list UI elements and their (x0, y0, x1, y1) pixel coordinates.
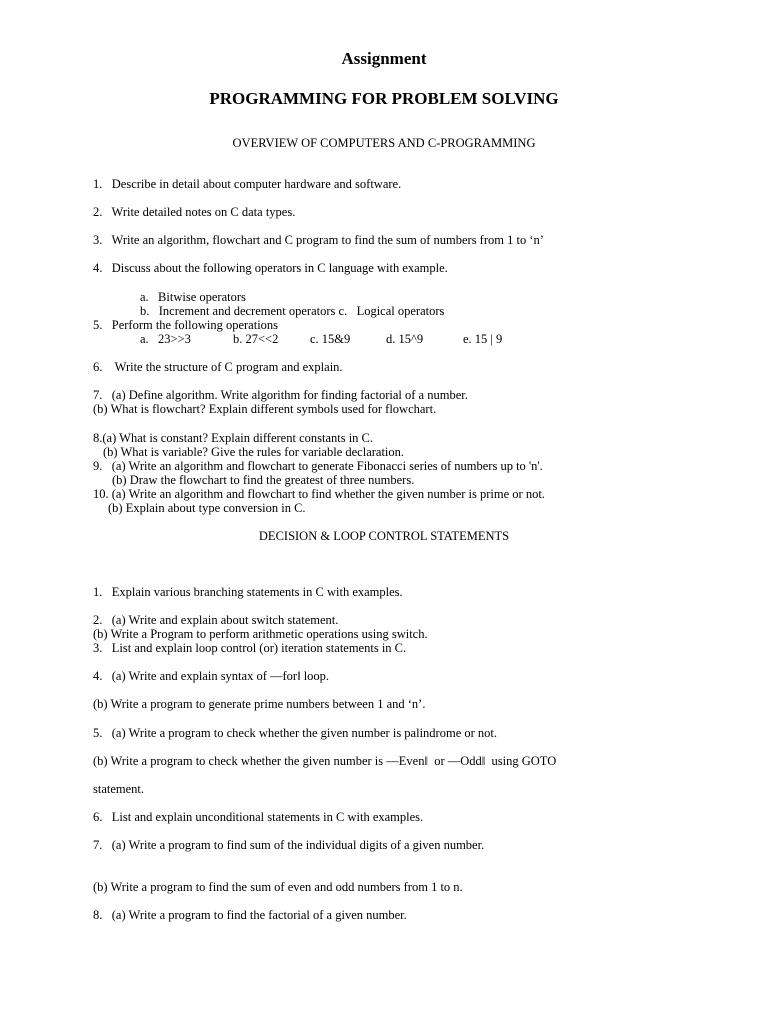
question-line: 7. (a) Define algorithm. Write algorithm for finding factorial of a number. (93, 388, 468, 402)
operation-c: c. 15&9 (310, 332, 351, 346)
question-line: 3. Write an algorithm, flowchart and C program to find the sum of numbers from 1 to ‘n’ (93, 233, 544, 247)
course-title: PROGRAMMING FOR PROBLEM SOLVING (209, 89, 559, 108)
question-line: (b) Explain about type conversion in C. (108, 501, 306, 515)
question-line: 5. (a) Write a program to check whether the given number is palindrome or not. (93, 726, 497, 740)
question-line: 9. (a) Write an algorithm and flowchart to generate Fibonacci series of numbers up to 'n'. (93, 459, 543, 473)
question-line: (b) What is flowchart? Explain different symbols used for flowchart. (93, 402, 437, 416)
question-line: 6. Write the structure of C program and explain. (93, 360, 343, 374)
section-heading-decision-loop: DECISION & LOOP CONTROL STATEMENTS (258, 529, 510, 543)
question-line: 4. Discuss about the following operators in C language with example. (93, 261, 448, 275)
sub-item-line: b. Increment and decrement operators c. Logical operators (140, 304, 445, 318)
section-heading-overview: OVERVIEW OF COMPUTERS AND C-PROGRAMMING (232, 136, 536, 150)
question-line: 4. (a) Write and explain syntax of —for‖ loop. (93, 669, 330, 683)
question-line: (b) Write a Program to perform arithmetic operations using switch. (93, 627, 428, 641)
operation-a: a. 23>>3 (140, 332, 191, 346)
question-line: (b) Write a program to check whether the given number is —Even‖ or —Odd‖ using GOTO (93, 754, 557, 768)
operation-d: d. 15^9 (386, 332, 424, 346)
question-line: 2. (a) Write and explain about switch statement. (93, 613, 339, 627)
question-line: 5. Perform the following operations (93, 318, 279, 332)
question-line: statement. (93, 782, 145, 796)
operation-e: e. 15 | 9 (463, 332, 503, 346)
question-line: 6. List and explain unconditional statements in C with examples. (93, 810, 424, 824)
operation-b: b. 27<<2 (233, 332, 279, 346)
question-line: (b) Write a program to find the sum of even and odd numbers from 1 to n. (93, 880, 463, 894)
question-line: (b) Write a program to generate prime numbers between 1 and ‘n’. (93, 697, 426, 711)
question-line: 10. (a) Write an algorithm and flowchart to find whether the given number is prime or not. (93, 487, 545, 501)
question-line: (b) Draw the flowchart to find the greatest of three numbers. (112, 473, 415, 487)
sub-item-line: a. Bitwise operators (140, 290, 246, 304)
question-line: 8.(a) What is constant? Explain different constants in C. (93, 431, 374, 445)
question-line: 8. (a) Write a program to find the factorial of a given number. (93, 908, 407, 922)
question-line: 1. Explain various branching statements in C with examples. (93, 585, 403, 599)
question-line: 3. List and explain loop control (or) iteration statements in C. (93, 641, 407, 655)
document-title: Assignment (341, 49, 427, 68)
question-line: 1. Describe in detail about computer hardware and software. (93, 177, 402, 191)
question-line: 2. Write detailed notes on C data types. (93, 205, 296, 219)
question-line: 7. (a) Write a program to find sum of the individual digits of a given number. (93, 838, 485, 852)
question-line: (b) What is variable? Give the rules for variable declaration. (103, 445, 405, 459)
